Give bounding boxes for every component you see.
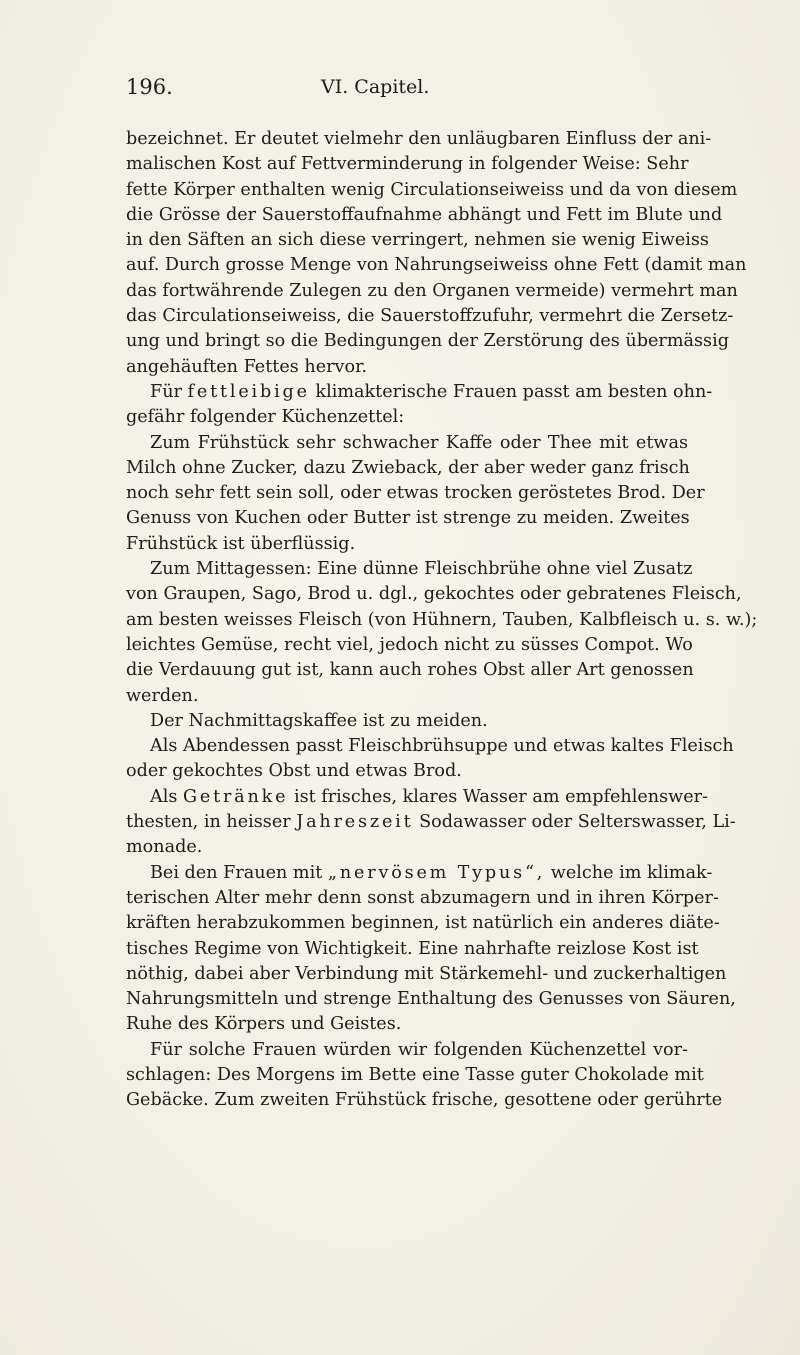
spaced-emphasis: Jahreszeit (296, 812, 414, 833)
text-fragment: welche im klimak- (550, 862, 713, 883)
text-line: von Graupen, Sago, Brod u. dgl., gekochtes oder gebratenes Fleisch, (126, 584, 742, 605)
text-line: oder gekochtes Obst und etwas Brod. (126, 761, 462, 782)
spaced-emphasis: Getränke (182, 786, 289, 807)
text-line: monade. (126, 837, 203, 858)
text-line (126, 861, 713, 886)
spaced-emphasis: „nervösem Typus“, (327, 862, 546, 883)
text-line: Als Abendessen passt Fleischbrühsuppe und etwas kaltes Fleisch (150, 736, 734, 757)
text-line: Ruhe des Körpers und Geistes. (126, 1014, 402, 1035)
text-line: nöthig, dabei aber Verbindung mit Stärkemehl- und zuckerhaltigen (126, 963, 727, 984)
text-line: angehäuften Fettes hervor. (126, 356, 368, 377)
text-line: noch sehr fett sein soll, oder etwas trocken geröstetes Brod. Der (126, 483, 705, 504)
text-line: bezeichnet. Er deutet vielmehr den unläugbaren Einfluss der ani- (126, 129, 712, 149)
text-fragment: Bei den Frauen mit (150, 862, 323, 883)
text-line: Genuss von Kuchen oder Butter ist strenge zu meiden. Zweites (126, 508, 690, 529)
text-line: terischen Alter mehr denn sonst abzumagern und in ihren Körper- (126, 887, 719, 908)
text-line: schlagen: Des Morgens im Bette eine Tasse guter Chokolade mit (126, 1064, 704, 1085)
text-line (126, 785, 708, 810)
text-line: am besten weisses Fleisch (von Hühnern, Tauben, Kalbfleisch u. s. w.); (126, 609, 758, 630)
text-fragment: Sodawasser oder Selterswasser, Li- (419, 812, 736, 833)
text-line: Nahrungsmitteln und strenge Enthaltung des Genusses von Säuren, (126, 989, 736, 1010)
text-fragment: thesten, in heisser (126, 812, 291, 833)
text-line: auf. Durch grosse Menge von Nahrungseiweiss ohne Fett (damit man (126, 255, 747, 276)
text-line: die Verdauung gut ist, kann auch rohes Obst aller Art genossen (126, 660, 694, 681)
text-line: das Circulationseiweiss, die Sauerstoffzufuhr, vermehrt die Zersetz- (126, 306, 734, 327)
page-number: 196. (126, 75, 173, 99)
text-line (126, 380, 713, 405)
text-line: Zum Mittagessen: Eine dünne Fleischbrühe ohne viel Zusatz (150, 559, 693, 580)
body-text (126, 127, 758, 1114)
text-line: Der Nachmittagskaffee ist zu meiden. (150, 710, 488, 731)
text-line: Für solche Frauen würden wir folgenden Küchenzettel vor- (150, 1039, 688, 1060)
page-header (126, 72, 686, 102)
text-line: Frühstück ist überflüssig. (126, 533, 356, 554)
text-line: das fortwährende Zulegen zu den Organen vermeide) vermehrt man (126, 280, 738, 301)
text-line: ung und bringt so die Bedingungen der Zerstörung des übermässig (126, 331, 729, 352)
text-line: Gebäcke. Zum zweiten Frühstück frische, gesottene oder gerührte (126, 1090, 723, 1111)
text-line: kräften herabzukommen beginnen, ist natürlich ein anderes diäte- (126, 913, 720, 934)
text-line: die Grösse der Sauerstoffaufnahme abhängt und Fett im Blute und (126, 204, 723, 225)
text-fragment: Für (150, 381, 182, 402)
text-line: tisches Regime von Wichtigkeit. Eine nahrhafte reizlose Kost ist (126, 938, 699, 959)
running-head: VI. Capitel. (321, 76, 430, 98)
spaced-emphasis: fettleibige (187, 381, 310, 402)
text-line: werden. (126, 685, 199, 706)
text-line: malischen Kost auf Fettverminderung in folgender Weise: Sehr (126, 154, 689, 175)
text-fragment: Als (150, 786, 178, 807)
text-line (126, 810, 736, 835)
text-line: Milch ohne Zucker, dazu Zwieback, der aber weder ganz frisch (126, 457, 690, 478)
text-line: fette Körper enthalten wenig Circulationseiweiss und da von diesem (126, 179, 738, 200)
text-line: Zum Frühstück sehr schwacher Kaffe oder Thee mit etwas (150, 432, 688, 453)
text-fragment: ist frisches, klares Wasser am empfehlenswer- (293, 786, 708, 807)
text-line: gefähr folgender Küchenzettel: (126, 407, 405, 428)
text-line: leichtes Gemüse, recht viel, jedoch nicht zu süsses Compot. Wo (126, 634, 693, 655)
text-fragment: klimakterische Frauen passt am besten ohn- (315, 381, 713, 402)
text-line: in den Säften an sich diese verringert, nehmen sie wenig Eiweiss (126, 230, 709, 251)
